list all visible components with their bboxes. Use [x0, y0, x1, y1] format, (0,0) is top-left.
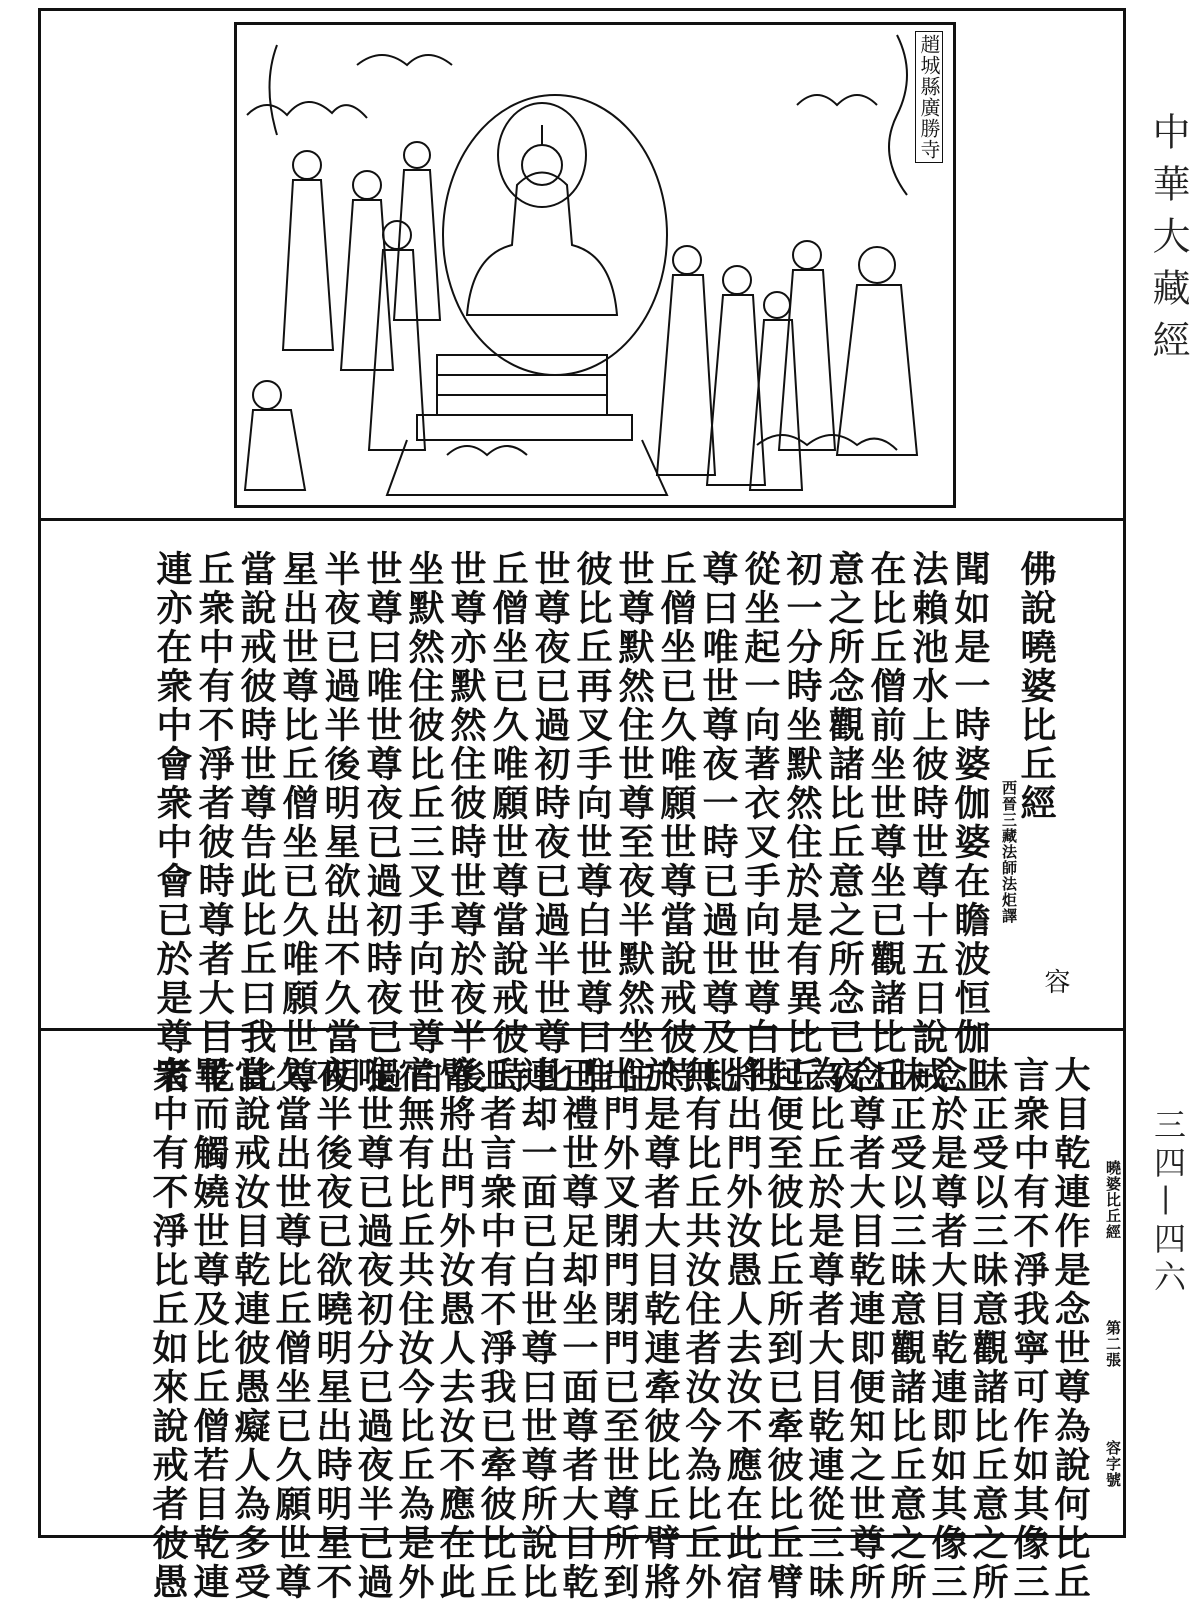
text-column: 坐默然住彼比丘三叉手向世尊白 [403, 550, 445, 1096]
text-column: 昧正受以三昧意觀諸比丘意之所 [885, 1056, 927, 1602]
text-column: 法賴池水上彼時世尊十五日說戒 [907, 550, 949, 1096]
text-column: 聞如是一時婆伽婆在瞻波恒伽上 [949, 550, 991, 1096]
text-column: 將出門外汝愚人去汝不應在此宿 [721, 1056, 763, 1602]
text-column: 唯世尊已過夜初分已過夜半已過 [352, 1056, 394, 1602]
illustration-place-label: 趙城縣廣勝寺 [915, 31, 943, 163]
text-column: 大目乾連作是念世尊為說何比丘 [1049, 1056, 1091, 1602]
frontispiece-drawing [237, 25, 953, 505]
text-column: 宿無有比丘共住汝今比丘為是外 [393, 1056, 435, 1602]
text-column: 在比丘僧前坐世尊坐已觀諸比丘 [865, 550, 907, 1096]
text-column: 當說戒汝目乾連彼愚癡人為多受 [229, 1056, 271, 1602]
text-column: 念尊者大目乾連即便知之世尊所 [844, 1056, 886, 1602]
text-column: 連却一面已白世尊曰世尊所說比 [516, 1056, 558, 1602]
text-column: 夜半後夜已欲曉明星出時明星不 [311, 1056, 353, 1602]
page-number: 三四—四六 [1149, 1108, 1187, 1298]
section-header-mark: 容字號 [1104, 1440, 1122, 1488]
text-column: 初一分時坐默然住於是有異比丘 [781, 550, 823, 1096]
text-column: 出門外叉閉門閉門已至世尊所到 [598, 1056, 640, 1602]
text-column: 世尊曰唯世尊夜已過初時夜已過 [361, 550, 403, 1096]
text-column: 丘僧坐已久唯願世尊當說戒彼時 [655, 550, 697, 1096]
frontispiece-illustration [234, 22, 956, 508]
text-column: 意之所念觀諸比丘意之所念已夜 [823, 550, 865, 1096]
text-column: 罪而觸嬈世尊及比丘僧若目乾連 [188, 1056, 230, 1602]
translator-line: 西晉三藏法師法炬譯 [1000, 780, 1018, 924]
text-column: 為比丘於是尊者大目乾連從三昧 [803, 1056, 845, 1602]
side-title: 中華大藏經 [1146, 112, 1190, 372]
text-column: 世尊夜已過初時夜已過半世尊比 [529, 550, 571, 1096]
section-header-page: 第二張 [1104, 1320, 1122, 1368]
text-column: 彼比丘再叉手向世尊白世尊曰唯 [571, 550, 613, 1096]
text-column: 星出世尊比丘僧坐已久唯願世尊 [277, 550, 319, 1096]
sutra-title: 佛說曉婆比丘經 [1015, 550, 1057, 823]
text-column: 當說戒彼時世尊告此比丘曰我比 [235, 550, 277, 1096]
text-column: 世尊默然住世尊至夜半默然坐住 [613, 550, 655, 1096]
text-column: 丘者言衆中有不淨我已牽彼比丘 [475, 1056, 517, 1602]
section-divider-top [38, 518, 1126, 521]
text-column: 念於是尊者大目乾連即如其像三 [926, 1056, 968, 1602]
text-column: 久當出世尊比丘僧坐已久願世尊 [270, 1056, 312, 1602]
text-column: 丘衆中有不淨者彼時尊者大目乾 [193, 550, 235, 1096]
text-column: 半夜已過半後明星欲出不久當明 [319, 550, 361, 1096]
text-column: 無有比丘共汝住者汝今為比丘外 [680, 1056, 722, 1602]
text-column: 連亦在衆中會衆中會已於是尊者 [151, 550, 193, 1096]
text-column: 起便至彼比丘所到已牽彼比丘臂 [762, 1056, 804, 1602]
text-column: 尊曰唯世尊夜一時已過世尊及比 [697, 550, 739, 1096]
seal-mark: 容 [1040, 968, 1070, 994]
text-column: 臂將出門外汝愚人去汝不應在此 [434, 1056, 476, 1602]
text-column: 從坐起一向著衣叉手向世尊白世 [739, 550, 781, 1096]
text-column: 昧正受以三昧意觀諸比丘意之所 [967, 1056, 1009, 1602]
text-column: 丘僧坐已久唯願世尊當說戒彼時 [487, 550, 529, 1096]
section-header-title: 曉婆比丘經 [1104, 1160, 1122, 1240]
text-column: 已禮世尊足却坐一面尊者大目乾 [557, 1056, 599, 1602]
text-column: 於是尊者大目乾連牽彼比丘臂將 [639, 1056, 681, 1602]
text-column: 世尊亦默然住彼時世尊於夜半後 [445, 550, 487, 1096]
text-column: 言衆中有不淨我寧可作如其像三 [1008, 1056, 1050, 1602]
text-column: 衆中有不淨比丘如來說戒者彼愚 [147, 1056, 189, 1602]
